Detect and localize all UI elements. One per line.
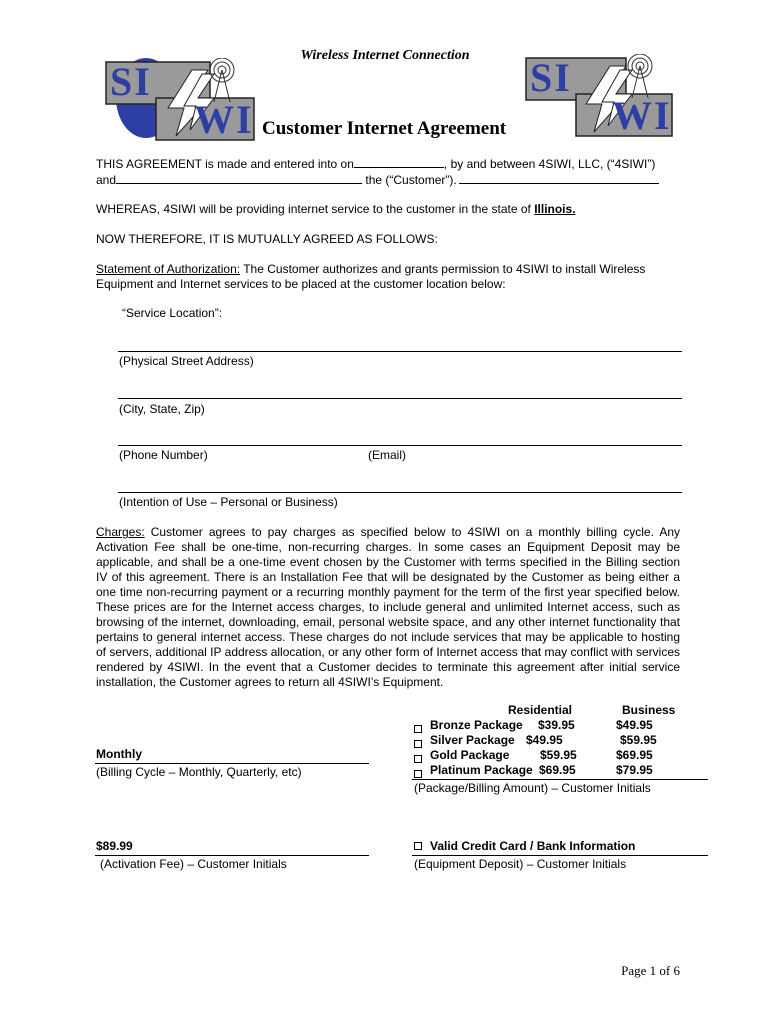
package-name: Platinum Package	[430, 763, 533, 777]
date-blank[interactable]	[354, 156, 444, 168]
equipment-deposit-value	[414, 839, 635, 853]
business-price: $79.95	[616, 763, 653, 777]
logo-text-bottom: WI	[194, 97, 254, 142]
checkbox[interactable]	[414, 737, 422, 751]
intro-paragraph	[96, 156, 696, 188]
intro-line-1	[96, 156, 696, 172]
company-logo-right	[524, 54, 674, 138]
business-price: $59.95	[620, 733, 657, 747]
checkbox[interactable]	[414, 839, 430, 853]
company-logo-left	[104, 58, 256, 142]
business-price: $69.95	[616, 748, 653, 762]
residential-price: $59.95	[540, 748, 577, 762]
authorization-heading: Statement of Authorization:	[96, 262, 241, 276]
logo-text-top: SI	[110, 59, 152, 104]
street-address-line[interactable]	[118, 351, 682, 352]
billing-cycle-caption: (Billing Cycle – Monthly, Quarterly, etc)	[96, 765, 302, 779]
column-residential: Residential	[508, 703, 573, 717]
checkbox[interactable]	[414, 722, 422, 736]
now-therefore-heading: NOW THEREFORE, IT IS MUTUALLY AGREED AS FOLLOWS:	[96, 232, 438, 246]
whereas-text: WHEREAS, 4SIWI will be providing internet service to the customer in the state of	[96, 202, 535, 216]
activation-fee-line[interactable]	[95, 855, 369, 856]
street-address-caption: (Physical Street Address)	[119, 354, 254, 368]
package-caption: (Package/Billing Amount) – Customer Initials	[414, 781, 651, 795]
phone-caption: (Phone Number)	[119, 448, 208, 462]
city-state-zip-caption: (City, State, Zip)	[119, 402, 205, 416]
page-number: Page 1 of 6	[621, 963, 680, 978]
party-name-blank[interactable]	[116, 172, 362, 184]
column-business: Business	[622, 703, 676, 717]
document-title: Customer Internet Agreement	[262, 118, 507, 139]
authorization-paragraph	[96, 262, 681, 292]
activation-fee-value: $89.99	[96, 839, 133, 853]
service-location-label: “Service Location”:	[122, 306, 223, 320]
residential-price: $49.95	[526, 733, 563, 747]
logo-text-top: SI	[530, 55, 572, 100]
residential-price: $69.95	[539, 763, 576, 777]
logo-text-bottom: WI	[612, 93, 672, 138]
state-name: Illinois.	[534, 202, 576, 216]
intention-of-use-caption: (Intention of Use – Personal or Business)	[119, 495, 338, 509]
phone-email-line[interactable]	[118, 445, 682, 446]
intro-line-2	[96, 172, 696, 188]
checkbox[interactable]	[414, 752, 422, 766]
authorization-text: The Customer authorizes and grants permission to 4SIWI to install Wireless Equipment and Internet services to be placed at the customer location below:	[96, 262, 646, 291]
billing-cycle-line[interactable]	[95, 763, 369, 764]
residential-price: $39.95	[538, 718, 575, 732]
billing-cycle-value: Monthly	[96, 747, 142, 761]
intro-text: the (“Customer”).	[362, 173, 457, 187]
intro-text: and	[96, 173, 117, 187]
charges-heading: Charges:	[96, 525, 145, 539]
package-name: Silver Package	[430, 733, 515, 747]
equipment-deposit-caption: (Equipment Deposit) – Customer Initials	[414, 857, 627, 871]
activation-fee-caption: (Activation Fee) – Customer Initials	[100, 857, 287, 871]
customer-name-blank[interactable]	[459, 172, 659, 184]
intention-of-use-line[interactable]	[118, 492, 682, 493]
equipment-deposit-line[interactable]	[412, 855, 708, 856]
email-caption: (Email)	[368, 448, 406, 462]
city-state-zip-line[interactable]	[118, 398, 682, 399]
whereas-paragraph	[96, 202, 681, 217]
package-name: Gold Package	[430, 748, 510, 762]
charges-text: Customer agrees to pay charges as specified below to 4SIWI on a monthly billing cycle. Any Activation Fee shall be one-time, non-recurring charges. In some cases an Equipment Deposit may be applicable, and shall be a one-time event chosen by the Customer with terms specified in the Billing section IV of this agreement. There is an Installation Fee that will be designated by the Customer as being either a one time non-recurring payment or a recurring monthly payment for the term of the first year specified below. These prices are for the Internet access charges, to include general and unlimited Internet access, such as browsing of the internet, downloading, email, personal website space, and any other internet functionality that pertains to general internet access. These charges do not include services that may be applicable to hosting of servers, additional IP address allocation, or any other form of Internet access that may conflict with services rendered by 4SIWI. In the event that a Customer decides to terminate this agreement after initial service installation, the Customer agrees to return all 4SIWI’s Equipment.	[96, 525, 680, 689]
package-line[interactable]	[412, 779, 708, 780]
business-price: $49.95	[616, 718, 653, 732]
intro-text: , by and between 4SIWI, LLC, (“4SIWI”)	[443, 157, 656, 171]
charges-paragraph	[96, 525, 680, 690]
package-name: Bronze Package	[430, 718, 523, 732]
tagline: Wireless Internet Connection	[300, 48, 470, 63]
deposit-text: Valid Credit Card / Bank Information	[430, 839, 636, 853]
intro-text: THIS AGREEMENT is made and entered into on	[96, 157, 354, 171]
